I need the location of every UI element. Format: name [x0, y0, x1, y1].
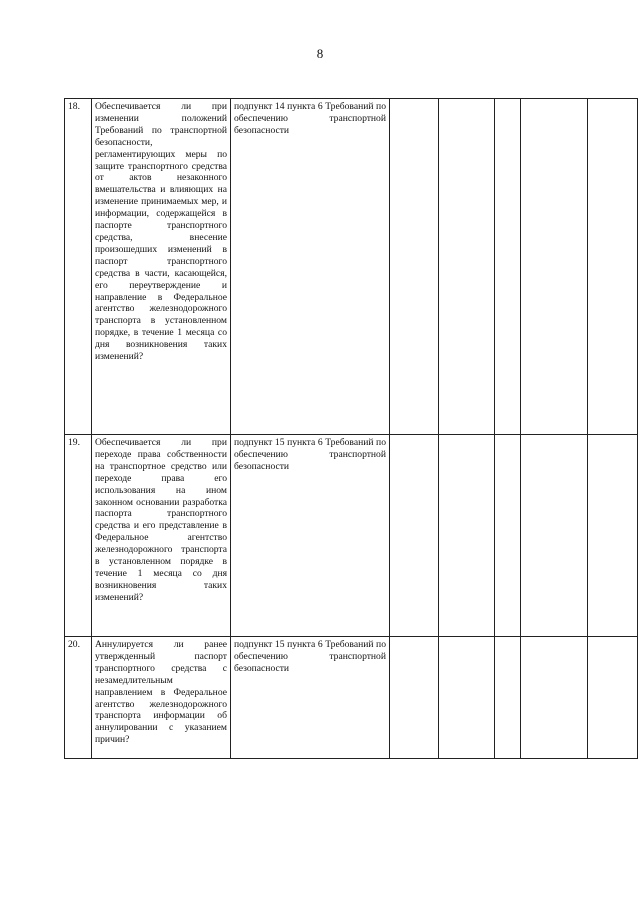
empty-cell [439, 99, 495, 435]
empty-cell [390, 435, 439, 637]
question-cell [92, 99, 231, 435]
empty-cell [495, 435, 521, 637]
empty-cell [390, 99, 439, 435]
question-cell [92, 435, 231, 637]
row-number: 18. [65, 99, 92, 435]
reference-cell: подпункт 14 пункта 6 Требований по обеспечению транспортной безопасности [231, 99, 390, 435]
page-number: 8 [316, 46, 324, 61]
question-text: Обеспечивается ли при переходе права собственности на транспортное средство или переходе права его использования на ином законном основании разработка паспорта транспортного средства и его представление в Федеральное агентство железнодорожного транспорта в установленном порядке в течение 1 месяца со дня возникновения таких изменений? [95, 437, 227, 603]
row-number: 20. [65, 637, 92, 759]
question-text: Обеспечивается ли при изменении положений Требований по транспортной безопасности, регламентирующих меры по защите транспортного средства от актов незаконного вмешательства и влияющих на изменение принимаемых мер, и информации, содержащейся в паспорте транспортного средства, внесение произошедших изменений в паспорт транспортного средства в части, касающейся, его переутверждение и направление в Федеральное агентство железнодорожного транспорта в установленном порядке, в течение 1 месяца со дня возникновения таких изменений? [95, 101, 227, 363]
empty-cell [495, 637, 521, 759]
row-number: 19. [65, 435, 92, 637]
table-row [65, 637, 638, 759]
empty-cell [439, 637, 495, 759]
empty-cell [495, 99, 521, 435]
empty-cell [521, 435, 588, 637]
empty-cell [588, 435, 638, 637]
empty-cell [439, 435, 495, 637]
checklist-table [64, 98, 638, 759]
empty-cell [588, 637, 638, 759]
empty-cell [521, 637, 588, 759]
reference-cell: подпункт 15 пункта 6 Требований по обеспечению транспортной безопасности [231, 637, 390, 759]
question-text: Аннулируется ли ранее утвержденный паспорт транспортного средства с незамедлительным направлением в Федеральное агентство железнодорожного транспорта информации об аннулировании с указанием причин? [95, 639, 227, 746]
empty-cell [390, 637, 439, 759]
table-row [65, 435, 638, 637]
table-row [65, 99, 638, 435]
empty-cell [588, 99, 638, 435]
question-cell [92, 637, 231, 759]
reference-cell: подпункт 15 пункта 6 Требований по обеспечению транспортной безопасности [231, 435, 390, 637]
empty-cell [521, 99, 588, 435]
